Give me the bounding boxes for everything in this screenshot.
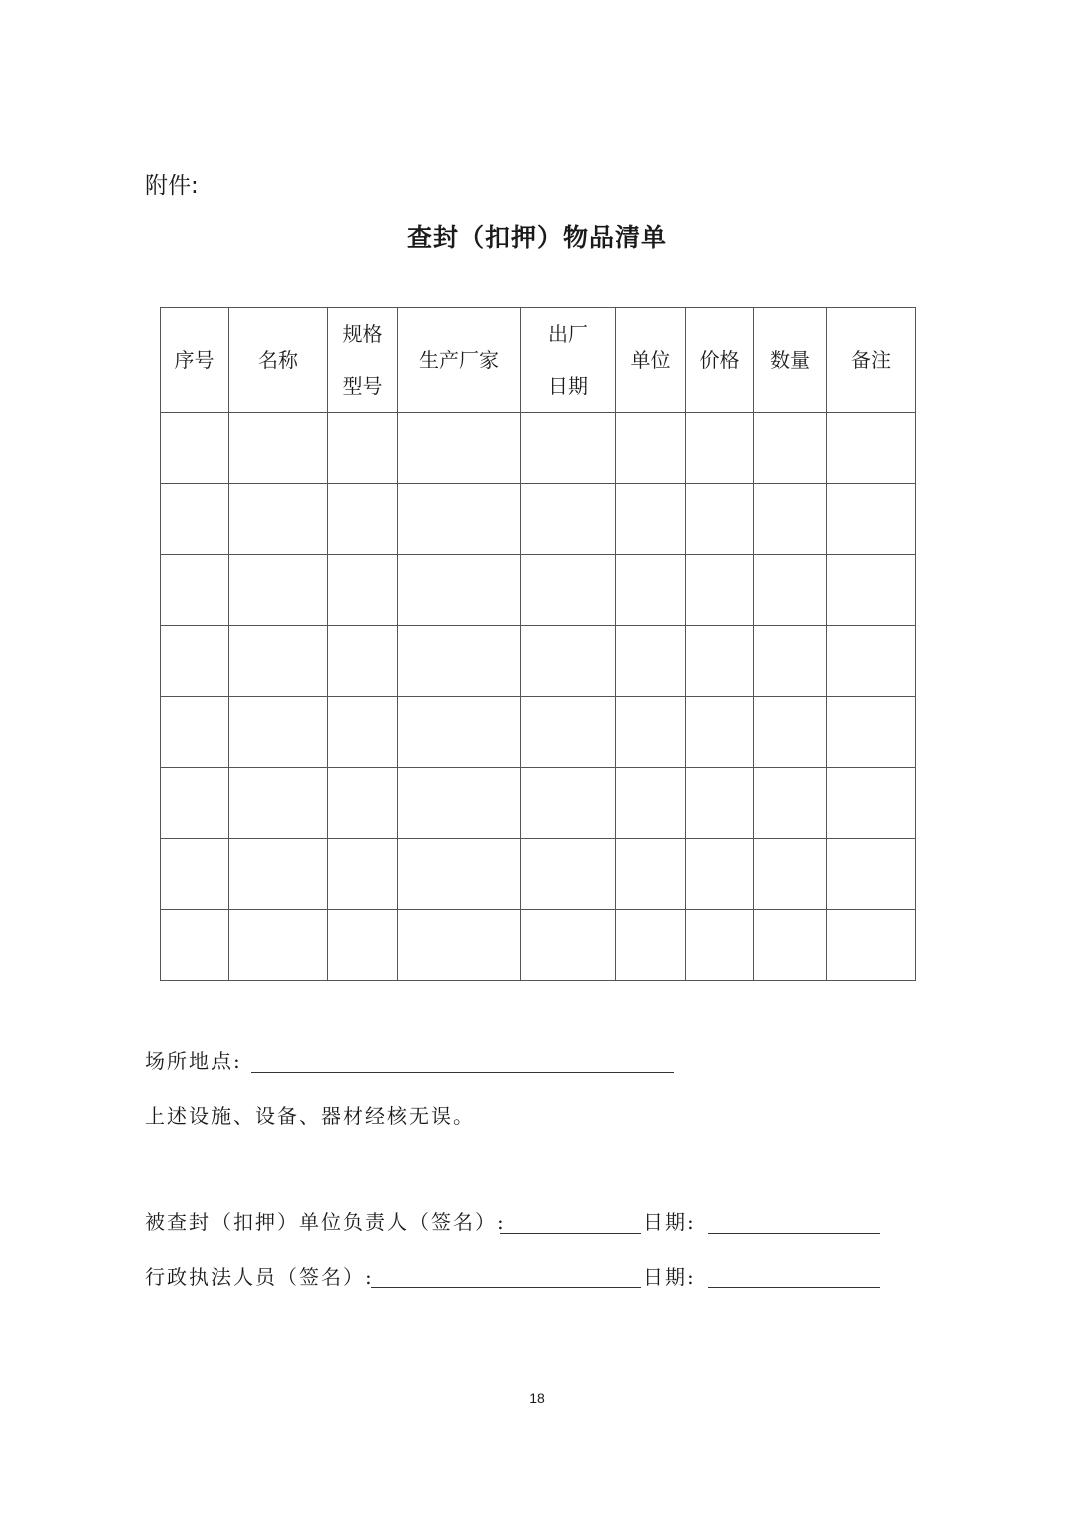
table-cell[interactable]	[229, 697, 328, 768]
table-cell[interactable]	[827, 697, 916, 768]
table-cell[interactable]	[616, 910, 686, 981]
column-header	[827, 308, 916, 413]
table-cell[interactable]	[398, 839, 521, 910]
table-row	[161, 839, 916, 910]
page-number: 18	[529, 1390, 545, 1406]
table-cell[interactable]	[686, 413, 754, 484]
officer-date-label: 日期:	[643, 1265, 696, 1289]
column-header	[398, 308, 521, 413]
table-cell[interactable]	[827, 555, 916, 626]
table-cell[interactable]	[754, 413, 827, 484]
table-cell[interactable]	[521, 555, 616, 626]
table-cell[interactable]	[229, 484, 328, 555]
table-cell[interactable]	[754, 484, 827, 555]
table-cell[interactable]	[398, 768, 521, 839]
table-cell[interactable]	[398, 555, 521, 626]
table-cell[interactable]	[521, 413, 616, 484]
table-cell[interactable]	[827, 626, 916, 697]
confirmation-text: 上述设施、设备、器材经核无误。	[145, 1104, 475, 1128]
table-cell[interactable]	[754, 768, 827, 839]
column-header-text: 单位	[630, 348, 671, 372]
party-date-field[interactable]	[708, 1233, 880, 1234]
table-cell[interactable]	[398, 697, 521, 768]
column-header	[521, 308, 616, 413]
table-cell[interactable]	[398, 626, 521, 697]
table-cell[interactable]	[616, 697, 686, 768]
table-cell[interactable]	[754, 910, 827, 981]
column-header-text: 数量	[770, 348, 810, 372]
table-header-row	[161, 308, 916, 413]
column-header-text: 价格	[699, 348, 740, 372]
table-cell[interactable]	[616, 484, 686, 555]
column-header	[328, 308, 398, 413]
column-header-text: 规格	[342, 322, 383, 346]
column-header	[161, 308, 229, 413]
column-header-text: 生产厂家	[419, 348, 499, 372]
column-header-text: 名称	[258, 348, 298, 372]
table-cell[interactable]	[398, 484, 521, 555]
table-cell[interactable]	[161, 839, 229, 910]
party-signature-label: 被查封（扣押）单位负责人（签名）:	[145, 1210, 506, 1234]
table-row	[161, 555, 916, 626]
table-cell[interactable]	[827, 413, 916, 484]
table-cell[interactable]	[686, 768, 754, 839]
column-header	[754, 308, 827, 413]
table-cell[interactable]	[754, 697, 827, 768]
table-cell[interactable]	[521, 697, 616, 768]
table-cell[interactable]	[398, 910, 521, 981]
column-header	[229, 308, 328, 413]
table-cell[interactable]	[161, 768, 229, 839]
table-cell[interactable]	[686, 626, 754, 697]
inventory-table	[160, 307, 916, 981]
table-cell[interactable]	[398, 413, 521, 484]
table-cell[interactable]	[161, 555, 229, 626]
column-header-text: 出厂	[548, 322, 588, 346]
party-date-label: 日期:	[643, 1210, 696, 1234]
column-header	[616, 308, 686, 413]
table-cell[interactable]	[686, 839, 754, 910]
table-row	[161, 768, 916, 839]
table-cell[interactable]	[827, 910, 916, 981]
table-cell[interactable]	[328, 413, 398, 484]
column-header-text: 备注	[851, 348, 891, 372]
table-cell[interactable]	[161, 626, 229, 697]
table-cell[interactable]	[229, 555, 328, 626]
table-cell[interactable]	[827, 839, 916, 910]
table-cell[interactable]	[328, 697, 398, 768]
table-cell[interactable]	[521, 910, 616, 981]
attachment-label: 附件:	[145, 173, 199, 199]
table-cell[interactable]	[686, 910, 754, 981]
table-cell[interactable]	[827, 768, 916, 839]
table-cell[interactable]	[328, 910, 398, 981]
table-row	[161, 626, 916, 697]
table-cell[interactable]	[161, 413, 229, 484]
table-row	[161, 910, 916, 981]
officer-signature-field[interactable]	[371, 1287, 641, 1288]
table-cell[interactable]	[521, 484, 616, 555]
table-cell[interactable]	[161, 910, 229, 981]
table-cell[interactable]	[328, 555, 398, 626]
table-cell[interactable]	[328, 484, 398, 555]
table-cell[interactable]	[616, 626, 686, 697]
table-cell[interactable]	[754, 839, 827, 910]
table-cell[interactable]	[229, 413, 328, 484]
table-cell[interactable]	[754, 626, 827, 697]
table-cell[interactable]	[616, 555, 686, 626]
table-cell[interactable]	[229, 626, 328, 697]
table-row	[161, 484, 916, 555]
party-signature-field[interactable]	[500, 1233, 641, 1234]
column-header-text: 型号	[342, 374, 383, 398]
table-cell[interactable]	[686, 555, 754, 626]
table-cell[interactable]	[229, 768, 328, 839]
table-row	[161, 413, 916, 484]
table-cell[interactable]	[521, 626, 616, 697]
table-cell[interactable]	[616, 839, 686, 910]
officer-date-field[interactable]	[708, 1287, 880, 1288]
table-cell[interactable]	[161, 697, 229, 768]
table-cell[interactable]	[521, 768, 616, 839]
table-cell[interactable]	[328, 839, 398, 910]
table-cell[interactable]	[229, 839, 328, 910]
officer-signature-label: 行政执法人员（签名）:	[145, 1265, 374, 1289]
table-cell[interactable]	[686, 697, 754, 768]
table-cell[interactable]	[521, 839, 616, 910]
location-field[interactable]	[251, 1072, 674, 1073]
table-cell[interactable]	[827, 484, 916, 555]
column-header-text: 日期	[548, 374, 588, 398]
table-body	[161, 413, 916, 981]
table-cell[interactable]	[686, 484, 754, 555]
table-cell[interactable]	[328, 626, 398, 697]
column-header	[686, 308, 754, 413]
table-cell[interactable]	[754, 555, 827, 626]
table-cell[interactable]	[616, 768, 686, 839]
table-cell[interactable]	[328, 768, 398, 839]
table-row	[161, 697, 916, 768]
table-cell[interactable]	[229, 910, 328, 981]
column-header-text: 序号	[174, 348, 215, 372]
table-cell[interactable]	[161, 484, 229, 555]
location-label: 场所地点:	[145, 1049, 242, 1073]
document-title: 查封（扣押）物品清单	[406, 223, 667, 252]
table-cell[interactable]	[616, 413, 686, 484]
